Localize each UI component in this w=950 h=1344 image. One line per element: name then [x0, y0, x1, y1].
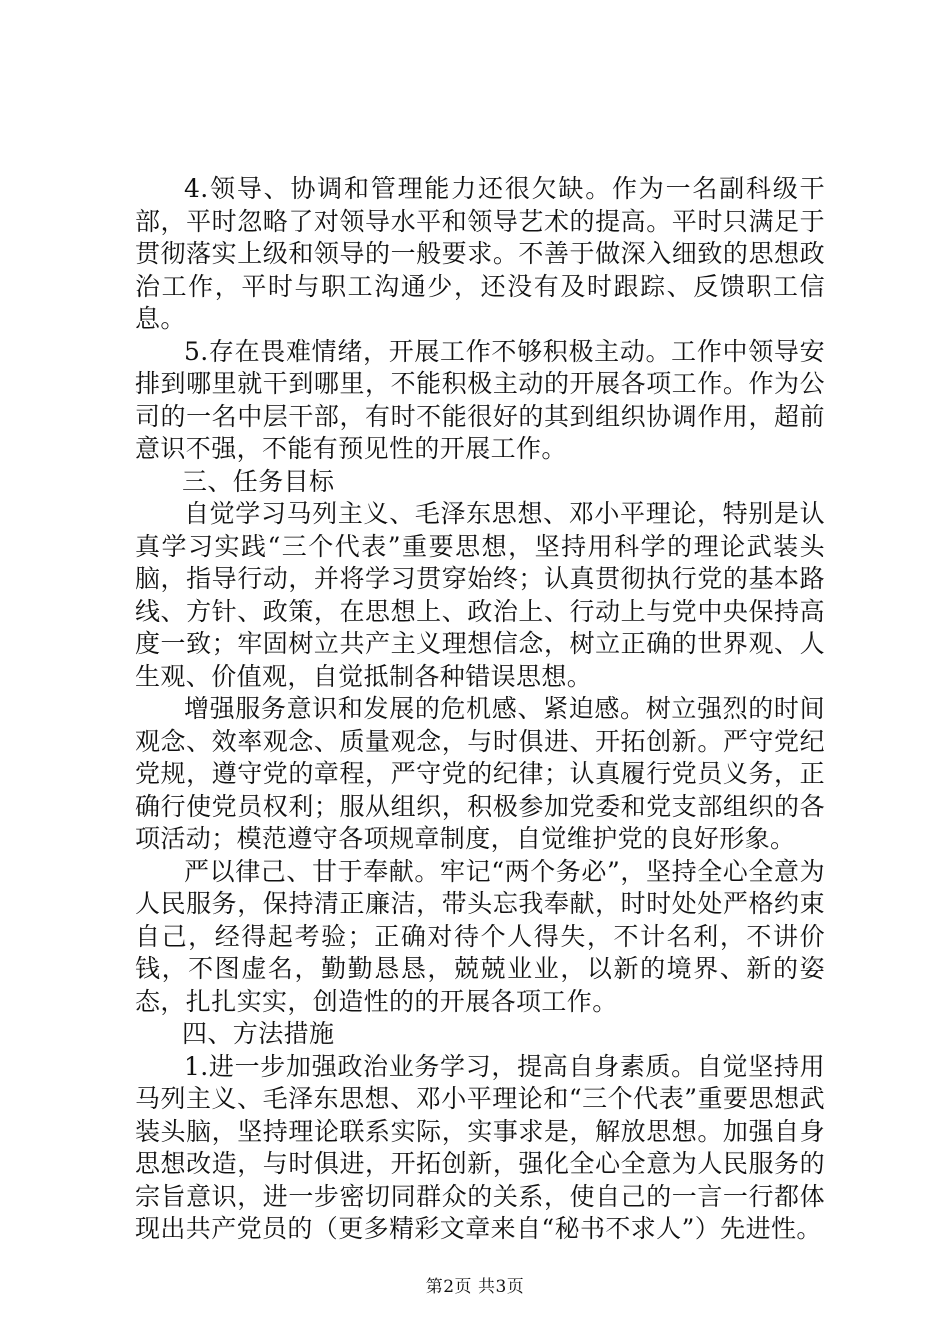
- section-heading-measures: 四、方法措施: [182, 1019, 335, 1048]
- paragraph-passive-attitude: 5.存在畏难情绪，开展工作不够积极主动。工作中领导安排到哪里就干到哪里，不能积极主动的开展各项工作。作为公司的一名中层干部，有时不能很好的其到组织协调作用，超前意识不强，不能有预见性的开展工作。: [135, 336, 825, 463]
- document-body: [135, 173, 825, 1246]
- paragraph-leadership-deficiency: 4.领导、协调和管理能力还很欠缺。作为一名副科级干部，平时忽略了对领导水平和领导艺术的提高。平时只满足于贯彻落实上级和领导的一般要求。不善于做深入细致的思想政治工作，平时与职工沟通少，还没有及时跟踪、反馈职工信息。: [135, 174, 825, 333]
- paragraph-self-discipline: 严以律己、甘于奉献。牢记“两个务必”，坚持全心全意为人民服务，保持清正廉洁，带头忘我奉献，时时处处严格约束自己，经得起考验；正确对待个人得失，不计名利，不讲价钱，不图虚名，勤勤恳恳，兢兢业业，以新的境界、新的姿态，扎扎实实，创造性的的开展各项工作。: [135, 856, 825, 1016]
- paragraph-political-study: 1.进一步加强政治业务学习，提高自身素质。自觉坚持用马列主义、毛泽东思想、邓小平理论和“三个代表”重要思想武装头脑，坚持理论联系实际，实事求是，解放思想。加强自身思想改造，与时俱进，开拓创新，强化全心全意为人民服务的宗旨意识，进一步密切同群众的关系，使自己的一言一行都体现出共产党员的（更多精彩文章来自“秘书不求人”）先进性。: [135, 1051, 825, 1243]
- section-heading-goals: 三、任务目标: [182, 466, 335, 496]
- paragraph-study-goal: 自觉学习马列主义、毛泽东思想、邓小平理论，特别是认真学习实践“三个代表”重要思想，坚持用科学的理论武装头脑，指导行动，并将学习贯穿始终；认真贯彻执行党的基本路线、方针、政策，在思想上、政治上、行动上与党中央保持高度一致；牢固树立共产主义理想信念，树立正确的世界观、人生观、价值观，自觉抵制各种错误思想。: [135, 499, 825, 691]
- page-number-footer: 第2页 共3页: [425, 1277, 525, 1297]
- paragraph-service-awareness: 增强服务意识和发展的危机感、紧迫感。树立强烈的时间观念、效率观念、质量观念，与时俱进、开拓创新。严守党纪党规，遵守党的章程，严守党的纪律；认真履行党员义务，正确行使党员权利；服从组织，积极参加党委和党支部组织的各项活动；模范遵守各项规章制度，自觉维护党的良好形象。: [135, 694, 825, 853]
